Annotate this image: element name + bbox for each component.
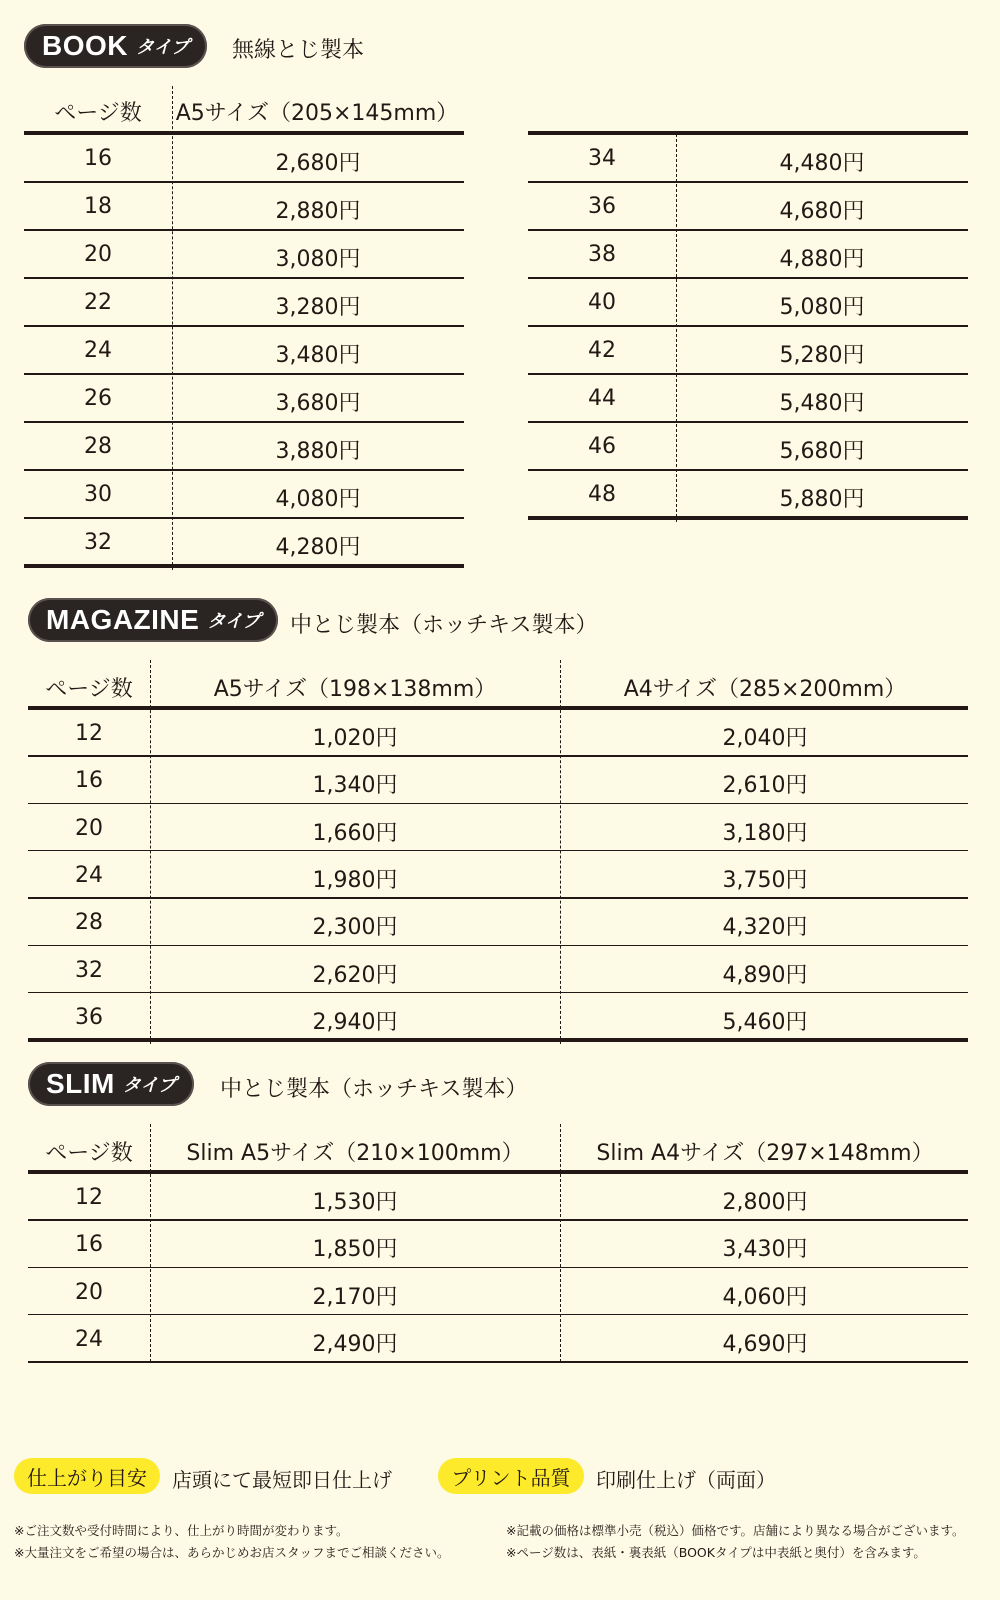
row-rule [28,945,968,947]
slim-type-badge [28,1062,194,1106]
table-row-pages: 32 [75,957,103,983]
table-row-pages: 46 [588,434,616,459]
book-right-top-rule [528,131,968,135]
table-row-a5-price: 2,300円 [312,915,398,941]
row-rule [24,325,464,327]
slim-badge-type: タイプ [122,1075,176,1096]
table-row-pages: 16 [75,1232,103,1258]
finish-time-text: 店頭にて最短即日仕上げ [172,1468,392,1492]
magazine-subtitle: 中とじ製本（ホッチキス製本） [290,613,598,638]
book-header-a5: A5サイズ（205×145mm） [175,101,459,126]
table-row-pages: 32 [84,530,112,555]
row-rule [24,277,464,279]
table-row-pages: 30 [84,482,112,507]
table-row-a4-price: 4,060円 [722,1284,808,1310]
row-rule [28,803,968,805]
finish-time-label: 仕上がり目安 [14,1458,160,1494]
magazine-badge-name: MAGAZINE [46,604,200,635]
table-row-a5-price: 1,980円 [312,867,398,893]
row-rule [28,992,968,994]
table-row-price: 4,880円 [779,247,865,272]
table-row-pages: 12 [75,1185,103,1210]
row-rule [28,1314,968,1316]
table-row-a5-price: 2,940円 [312,1009,398,1035]
table-row-a4-price: 5,460円 [722,1009,808,1035]
book-left-top-rule [24,131,464,135]
print-quality-text: 印刷仕上げ（両面） [596,1468,776,1492]
table-row-pages: 18 [84,194,112,219]
slim-header-pages: ページ数 [45,1141,133,1166]
table-row-price: 3,880円 [275,439,361,464]
table-row-a5-price: 1,530円 [312,1190,398,1215]
table-row-a5-price: 1,020円 [312,726,398,751]
book-badge-type: タイプ [136,37,190,58]
table-row-pages: 48 [588,482,616,507]
row-rule [28,1219,968,1221]
slim-header-a4: Slim A4サイズ（297×148mm） [596,1141,934,1166]
table-row-a5-price: 2,620円 [312,962,398,988]
table-row-price: 2,680円 [275,151,361,176]
slim-badge-name: SLIM [46,1068,115,1099]
table-row-pages: 38 [588,242,616,267]
table-row-pages: 20 [84,242,112,267]
table-row-pages: 24 [75,1326,103,1352]
magazine-header-a4: A4サイズ（285×200mm） [623,677,907,702]
row-rule [28,1361,968,1363]
slim-top-rule [28,1170,968,1174]
table-row-a5-price: 2,490円 [312,1331,398,1357]
row-rule [24,469,464,471]
row-rule [28,1038,968,1042]
row-rule [24,564,464,568]
row-rule [528,421,968,423]
table-row-a4-price: 3,180円 [722,820,808,846]
row-rule [28,1267,968,1269]
table-row-price: 3,280円 [275,295,361,320]
note-right-1: ※記載の価格は標準小売（税込）価格です。店舗により異なる場合がございます。 [506,1523,965,1538]
table-row-price: 4,280円 [275,535,361,560]
table-row-pages: 16 [75,768,103,794]
row-rule [528,516,968,520]
magazine-type-badge [28,598,278,642]
magazine-header-a5: A5サイズ（198×138mm） [213,677,497,702]
row-rule [528,325,968,327]
table-row-price: 5,480円 [779,391,865,416]
row-rule [528,181,968,183]
table-row-pages: 28 [75,910,103,936]
magazine-header-pages: ページ数 [45,677,133,702]
table-row-a4-price: 4,320円 [722,915,808,941]
table-row-a4-price: 4,890円 [722,962,808,988]
table-row-price: 5,880円 [779,487,865,512]
table-row-a4-price: 4,690円 [722,1331,808,1357]
table-row-price: 5,280円 [779,343,865,368]
table-row-pages: 20 [75,1279,103,1305]
note-left-1: ※ご注文数や受付時間により、仕上がり時間が変わります。 [14,1523,349,1538]
table-row-a4-price: 2,800円 [722,1190,808,1215]
table-row-price: 4,080円 [275,487,361,512]
row-rule [528,229,968,231]
table-row-price: 4,680円 [779,199,865,224]
table-row-a5-price: 2,170円 [312,1284,398,1310]
table-row-pages: 34 [588,146,616,171]
row-rule [24,373,464,375]
row-rule [24,229,464,231]
table-row-price: 5,680円 [779,439,865,464]
row-rule [528,373,968,375]
table-row-pages: 44 [588,386,616,411]
table-row-pages: 36 [75,1004,103,1030]
row-rule [24,181,464,183]
table-row-pages: 20 [75,815,103,841]
table-row-pages: 24 [75,862,103,888]
row-rule [28,897,968,899]
table-row-price: 3,080円 [275,247,361,272]
book-type-badge [24,24,207,68]
table-row-a4-price: 2,040円 [722,726,808,751]
table-row-price: 4,480円 [779,151,865,176]
table-row-a4-price: 2,610円 [722,773,808,799]
table-row-pages: 16 [84,146,112,171]
row-rule [28,850,968,852]
table-row-pages: 42 [588,338,616,363]
table-row-price: 2,880円 [275,199,361,224]
table-row-pages: 40 [588,290,616,315]
table-row-price: 3,480円 [275,343,361,368]
table-row-price: 5,080円 [779,295,865,320]
table-row-pages: 36 [588,194,616,219]
slim-header-a5: Slim A5サイズ（210×100mm） [186,1141,524,1166]
table-row-pages: 24 [84,338,112,363]
row-rule [28,755,968,757]
table-row-pages: 12 [75,721,103,746]
print-quality-label: プリント品質 [438,1458,584,1494]
table-row-a5-price: 1,340円 [312,773,398,799]
table-row-a5-price: 1,660円 [312,820,398,846]
note-right-2: ※ページ数は、表紙・裏表紙（BOOKタイプは中表紙と奥付）を含みます。 [506,1545,926,1560]
row-rule [528,277,968,279]
table-row-a4-price: 3,750円 [722,867,808,893]
row-rule [24,517,464,519]
row-rule [528,469,968,471]
magazine-badge-type: タイプ [207,611,261,632]
table-row-pages: 26 [84,386,112,411]
book-header-pages: ページ数 [54,101,142,126]
table-row-pages: 22 [84,290,112,315]
table-row-a4-price: 3,430円 [722,1237,808,1263]
table-row-price: 3,680円 [275,391,361,416]
table-row-a5-price: 1,850円 [312,1237,398,1263]
slim-subtitle: 中とじ製本（ホッチキス製本） [220,1077,528,1102]
book-badge-name: BOOK [42,30,128,61]
magazine-top-rule [28,706,968,710]
book-subtitle: 無線とじ製本 [232,38,365,63]
row-rule [24,421,464,423]
table-row-pages: 28 [84,434,112,459]
note-left-2: ※大量注文をご希望の場合は、あらかじめお店スタッフまでご相談ください。 [14,1545,450,1560]
